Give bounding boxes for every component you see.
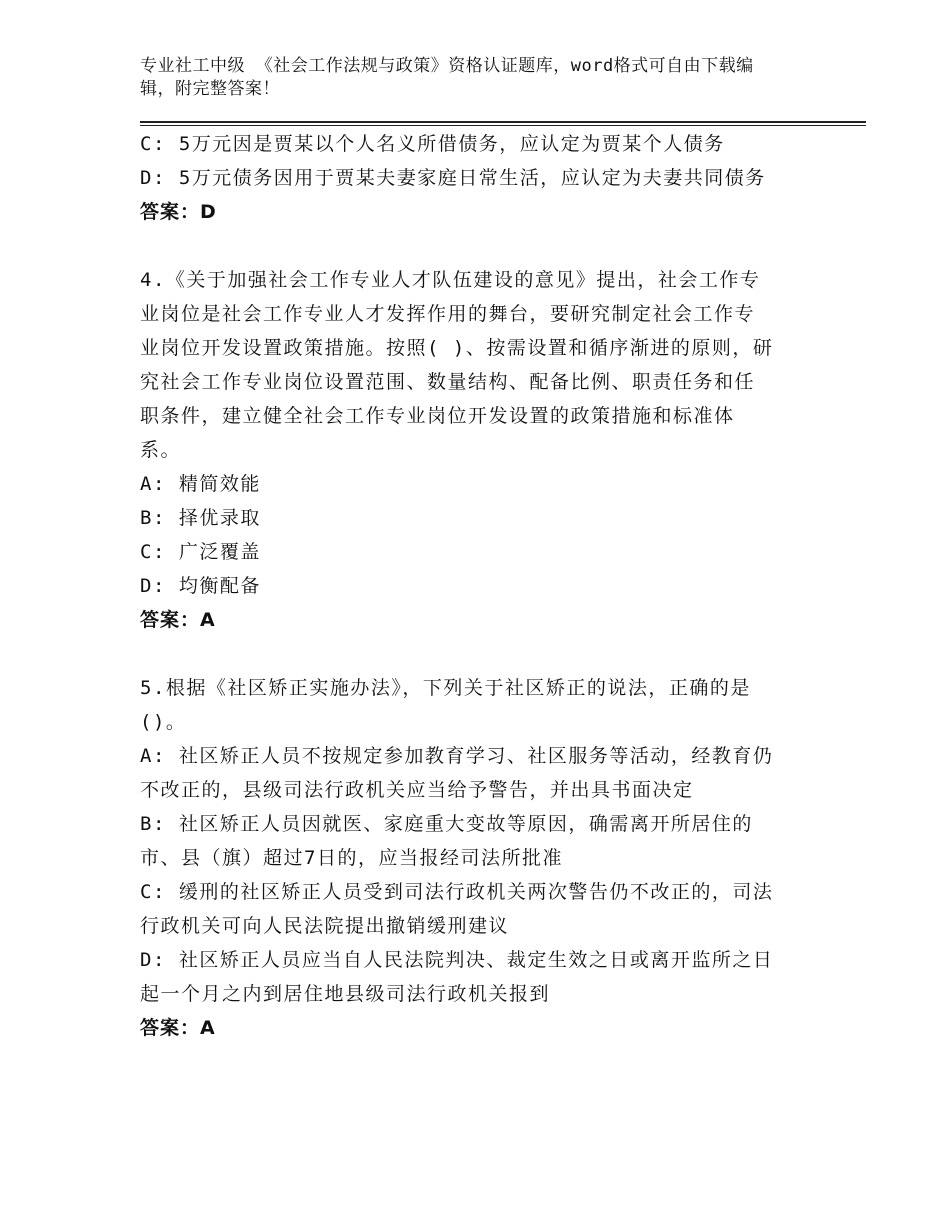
q4-option-b: B: 择优录取 xyxy=(140,507,261,529)
q4-option-a: A: 精简效能 xyxy=(140,473,261,495)
q5-option-a: A: 社区矫正人员不按规定参加教育学习、社区服务等活动，经教育仍 xyxy=(140,745,774,767)
q4-answer: 答案：A xyxy=(140,609,216,631)
header-line-1: 专业社工中级 《社会工作法规与政策》资格认证题库，word格式可自由下载编 xyxy=(140,56,754,76)
q4-stem-line: 4.《关于加强社会工作专业人才队伍建设的意见》提出，社会工作专 xyxy=(140,269,761,291)
q5-option-c: C: 缓刑的社区矫正人员受到司法行政机关两次警告仍不改正的，司法 xyxy=(140,881,774,903)
q5-option-a-cont: 不改正的，县级司法行政机关应当给予警告，并出具书面决定 xyxy=(140,779,694,801)
q5-option-b: B: 社区矫正人员因就医、家庭重大变故等原因，确需离开所居住的 xyxy=(140,813,753,835)
q4-option-d: D: 均衡配备 xyxy=(140,575,261,597)
q5-stem-line: ()。 xyxy=(140,711,187,733)
q3-option-c: C: 5万元因是贾某以个人名义所借债务，应认定为贾某个人债务 xyxy=(140,133,725,155)
q4-stem-line: 业岗位开发设置政策措施。按照( )、按需设置和循序渐进的原则，研 xyxy=(140,337,774,359)
q4-stem-line: 业岗位是社会工作专业人才发挥作用的舞台，要研究制定社会工作专 xyxy=(140,303,756,325)
header-divider-thick xyxy=(140,121,866,123)
question-list xyxy=(140,127,820,1045)
question-4 xyxy=(140,263,820,637)
page-header xyxy=(140,55,800,101)
question-3 xyxy=(140,127,820,229)
question-5 xyxy=(140,671,820,1045)
q3-option-d: D: 5万元债务因用于贾某夫妻家庭日常生活，应认定为夫妻共同债务 xyxy=(140,167,766,189)
q5-option-d-cont: 起一个月之内到居住地县级司法行政机关报到 xyxy=(140,983,551,1005)
q3-answer: 答案：D xyxy=(140,201,217,223)
q4-stem-line: 职条件，建立健全社会工作专业岗位开发设置的政策措施和标准体 xyxy=(140,405,735,427)
q5-answer: 答案：A xyxy=(140,1017,216,1039)
q4-option-c: C: 广泛覆盖 xyxy=(140,541,261,563)
header-divider-thin xyxy=(140,125,866,126)
q5-option-c-cont: 行政机关可向人民法院提出撤销缓刑建议 xyxy=(140,915,510,937)
q4-stem-line: 系。 xyxy=(140,439,182,461)
q5-option-d: D: 社区矫正人员应当自人民法院判决、裁定生效之日或离开监所之日 xyxy=(140,949,774,971)
q5-stem-line: 5.根据《社区矫正实施办法》，下列关于社区矫正的说法，正确的是 xyxy=(140,677,751,699)
header-line-2: 辑，附完整答案！ xyxy=(140,79,280,99)
q5-option-b-cont: 市、县（旗）超过7日的，应当报经司法所批准 xyxy=(140,847,563,869)
q4-stem-line: 究社会工作专业岗位设置范围、数量结构、配备比例、职责任务和任 xyxy=(140,371,756,393)
